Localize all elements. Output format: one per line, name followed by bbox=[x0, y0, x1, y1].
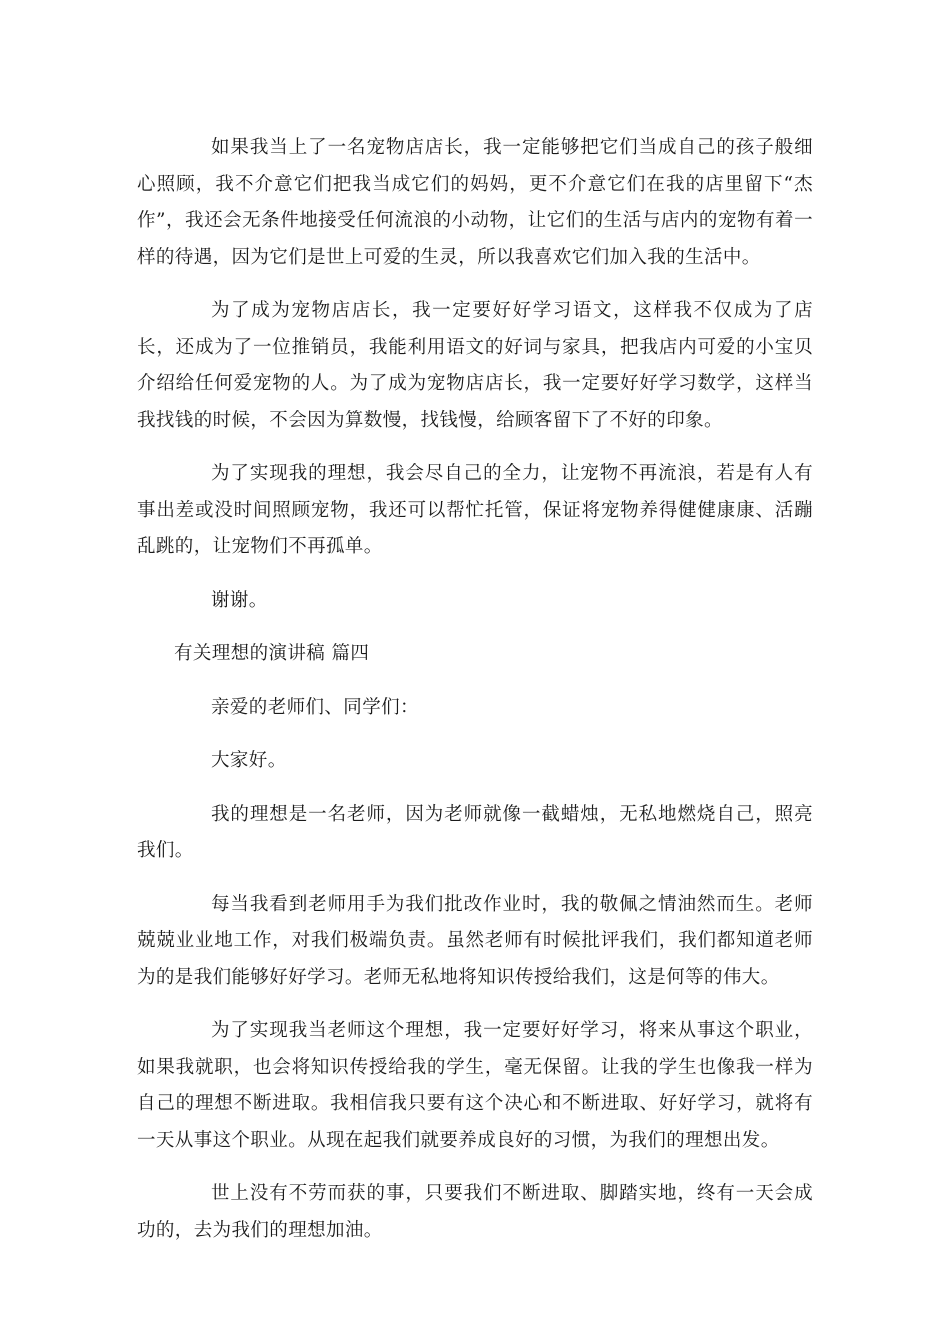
paragraph-conclusion: 世上没有不劳而获的事，只要我们不断进取、脚踏实地，终有一天会成功的，去为我们的理想加油。 bbox=[137, 1183, 813, 1241]
paragraph-teacher-dream: 我的理想是一名老师，因为老师就像一截蜡烛，无私地燃烧自己，照亮我们。 bbox=[137, 803, 813, 861]
paragraph-teacher-admiration: 每当我看到老师用手为我们批改作业时，我的敬佩之情油然而生。老师兢兢业业地工作，对我们极端负责。虽然老师有时候批评我们，我们都知道老师为的是我们能够好好学习。老师无私地将知识传授给我们，这是何等的伟大。 bbox=[137, 893, 813, 988]
document-page bbox=[137, 130, 813, 1249]
paragraph-pet-store-dream: 为了实现我的理想，我会尽自己的全力，让宠物不再流浪，若是有人有事出差或没时间照顾宠物，我还可以帮忙托管，保证将宠物养得健健康康、活蹦乱跳的，让宠物们不再孤单。 bbox=[137, 463, 813, 557]
paragraph-thanks: 谢谢。 bbox=[211, 589, 268, 611]
paragraph-greeting: 亲爱的老师们、同学们： bbox=[211, 696, 419, 718]
paragraph-pet-store-study: 为了成为宠物店店长，我一定要好好学习语文，这样我不仅成为了店长，还成为了一位推销员，我能利用语文的好词与家具，把我店内可爱的小宝贝介绍给任何爱宠物的人。为了成为宠物店店长，我一定要好好学习数学，这样当我找钱的时候，不会因为算数慢，找钱慢，给顾客留下了不好的印象。 bbox=[137, 300, 813, 431]
paragraph-pet-store-care: 如果我当上了一名宠物店店长，我一定能够把它们当成自己的孩子般细心照顾，我不介意它们把我当成它们的妈妈，更不介意它们在我的店里留下“杰作”，我还会无条件地接受任何流浪的小动物，让它们的生活与店内的宠物有着一样的待遇，因为它们是世上可爱的生灵，所以我喜欢它们加入我的生活中。 bbox=[137, 137, 813, 268]
paragraph-hello: 大家好。 bbox=[211, 750, 287, 771]
section-heading: 有关理想的演讲稿 篇四 bbox=[174, 643, 370, 664]
paragraph-teacher-goal: 为了实现我当老师这个理想，我一定要好好学习，将来从事这个职业，如果我就职，也会将知识传授给我的学生，毫无保留。让我的学生也像我一样为自己的理想不断进取。我相信我只要有这个决心和不断进取、好好学习，就将有一天从事这个职业。从现在起我们就要养成良好的习惯，为我们的理想出发。 bbox=[137, 1020, 813, 1151]
